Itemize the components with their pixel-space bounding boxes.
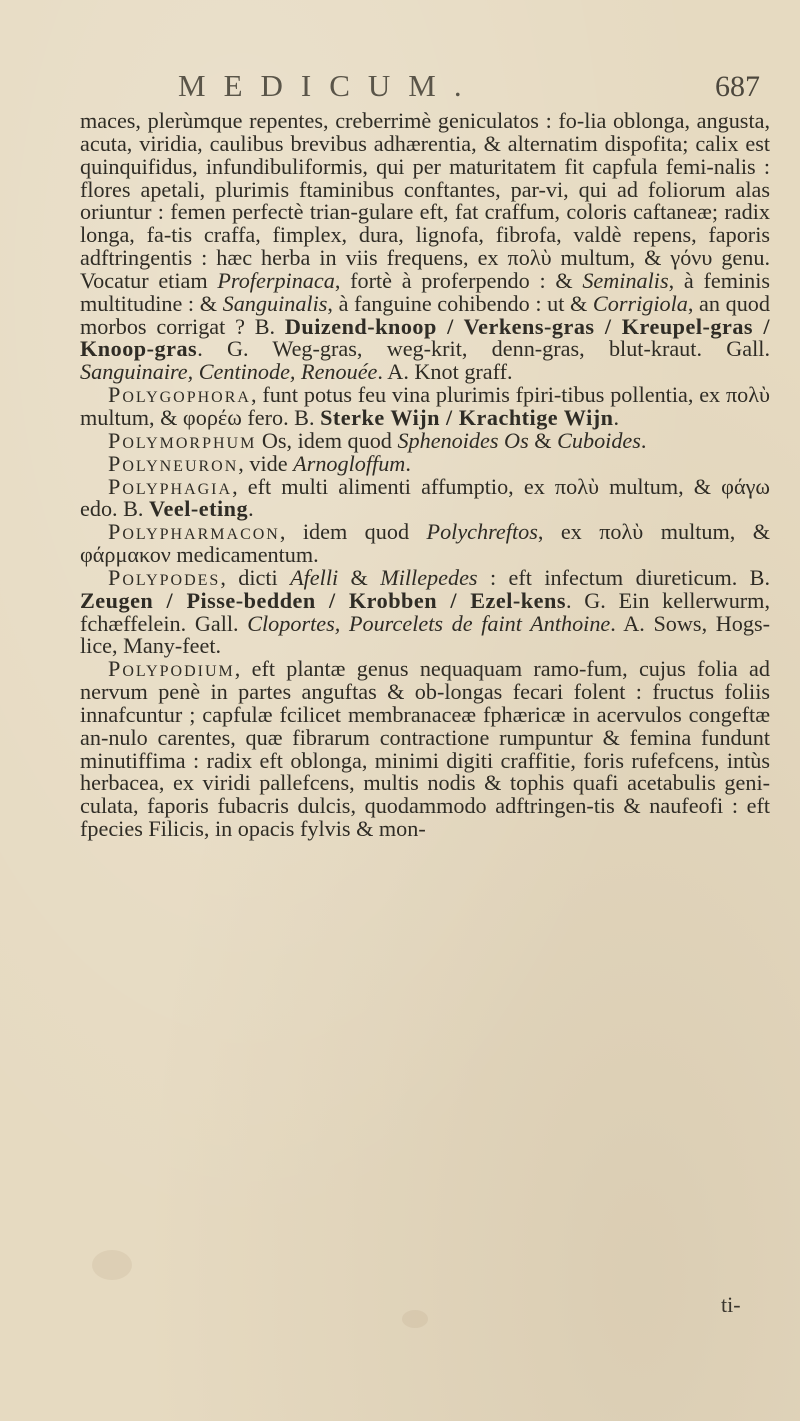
page-number: 687 <box>715 70 760 103</box>
body-text <box>80 110 770 841</box>
entry-polyneuron: Polyneuron, vide Arnogloffum. <box>108 450 411 476</box>
paper-stain <box>92 1250 132 1280</box>
entry-polypodium: Polypodium, eft plantæ genus nequaquam ramo-fum, cujus folia ad nervum penè in partes anguftas & ob-longas fecari folent : fructus foliis innafcuntur ; capfulæ fcilicet membranaceæ fphæricæ in acervulos congeftæ an-nulo carentes, quæ fibrarum contractione rumpuntur & femina fundunt minutiffima : radix eft oblonga, minimi digiti craffitie, foris rufefcens, intùs herbacea, ex viridi pallefcens, multis nodis & tophis quafi acetabulis geni-culata, faporis fubacris dulcis, quodammodo adftringen-tis & naufeofi : eft fpecies Filicis, in opacis fylvis & mon- <box>80 656 770 842</box>
dutch-names: Zeugen / Pisse-bedden / Krobben / Ezel-kens <box>80 587 566 613</box>
catchword: ti- <box>721 1292 741 1317</box>
headword: Polyneuron <box>108 450 239 476</box>
entry-polymorphum: Polymorphum Os, idem quod Sphenoides Os & Cuboides. <box>108 427 647 453</box>
french-names: Sanguinaire, Centinode, Renouée <box>80 359 378 385</box>
french-names: Cloportes, Pourcelets de faint Anthoine <box>247 610 611 636</box>
entry-polypodes: Polypodes, dicti Afelli & Millepedes : eft infectum diureticum. B. Zeugen / Pisse-bedden / Krobben / Ezel-kens. G. Ein kellerwurm, fchæffelein. Gall. Cloportes, Pourcelets de faint Anthoine. A. Sows, Hogs-lice, Many-feet. <box>80 564 770 659</box>
entry-polyphagia: Polyphagia, eft multi alimenti affumptio, ex πολὺ multum, & φάγω edo. B. Veel-eting. <box>80 473 770 522</box>
dutch-names: Veel-eting <box>149 496 249 522</box>
headword: Polyphagia <box>108 473 233 499</box>
entry-polygonum-continued: maces, plerùmque repentes, creberrimè geniculatos : fo-lia oblonga, angusta, acuta, viridia, caulibus brevibus adhærentia, & alternatim dispofita; calix est quinquifidus, infundibuliformis, qui per maturitatem fit capfula femi-nalis : flores apetali, plurimis ftaminibus conftantes, par-vi, qui ad foliorum alas oriuntur : femen perfectè trian-gulare eft, fat craffum, coloris caftaneæ; radix longa, fa-tis craffa, fimplex, dura, lignofa, fibrofa, valdè repens, faporis adftringentis : hæc herba in viis frequens, ex πολὺ multum, & γόνυ genu. Vocatur etiam Proferpinaca, fortè à proferpendo : & Seminalis, à feminis multitudine : & Sanguinalis, à fanguine cohibendo : ut & Corrigiola, an quod morbos corrigat ? B. Duizend-knoop / Verkens-gras / Kreupel-gras / Knoop-gras. G. Weg-gras, weg-krit, denn-gras, blut-kraut. Gall. Sanguinaire, Centinode, Renouée. A. Knot graff. <box>80 108 771 385</box>
dutch-names: Duizend-knoop / Verkens-gras / Kreupel-gras / Knoop-gras <box>80 313 770 362</box>
headword: Polypodium <box>108 656 235 682</box>
headword: Polymorphum <box>108 427 257 453</box>
paper-stain <box>402 1310 428 1328</box>
headword: Polypodes <box>108 564 221 590</box>
entry-polypharmacon: Polypharmacon, idem quod Polychreftos, ex πολὺ multum, & φάρμακον medicamentum. <box>80 519 770 568</box>
running-title: MEDICUM. <box>178 68 480 103</box>
page-header <box>0 68 800 108</box>
entry-polygophora: Polygophora, funt potus feu vina plurimis fpiri-tibus pollentia, ex πολὺ multum, & φορέω fero. B. Sterke Wijn / Krachtige Wijn. <box>80 382 770 430</box>
dutch-names: Sterke Wijn / Krachtige Wijn <box>320 404 614 430</box>
headword: Polypharmacon <box>108 519 280 545</box>
headword: Polygophora <box>108 382 251 408</box>
